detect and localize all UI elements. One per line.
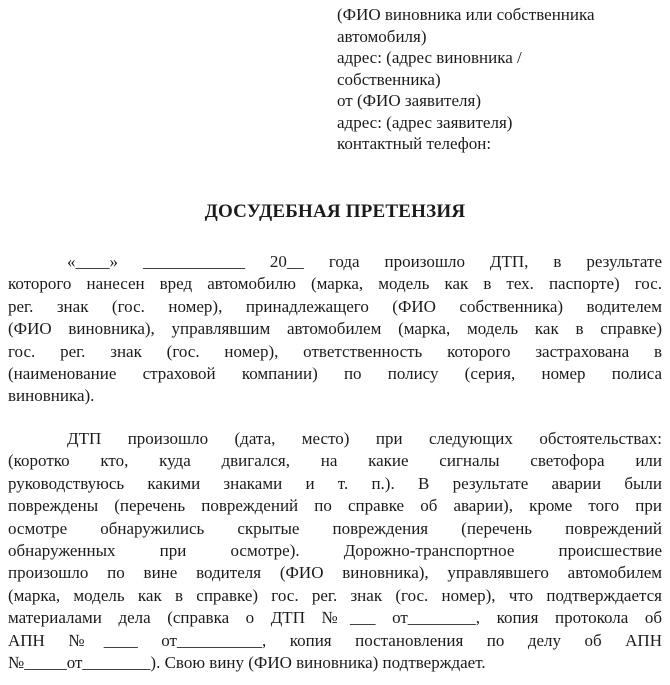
- text-line: «____» ____________ 20__ года произошло ДТП, в результате: [67, 252, 662, 271]
- text-line: (ФИО виновника), управлявшим автомобилем (марка, модель как в справке): [8, 319, 662, 339]
- text-line: (марка, модель как в справке) гос. рег. знак (гос. номер), что подтверждается: [8, 585, 662, 605]
- text-line: автомобиля): [337, 26, 427, 46]
- text-line: (ФИО виновника или собственника: [337, 5, 595, 24]
- text-line: руководствуюсь какими знаками и т. п.). В результате аварии были: [8, 473, 662, 493]
- text-line: осмотре обнаружились скрытые повреждения (перечень повреждений: [8, 518, 662, 538]
- text-line: ДТП произошло (дата, место) при следующих обстоятельствах:: [67, 429, 662, 448]
- document-title: ДОСУДЕБНАЯ ПРЕТЕНЗИЯ: [204, 201, 466, 222]
- text-line: адрес: (адрес виновника /: [337, 48, 522, 67]
- text-line: адрес: (адрес заявителя): [337, 112, 513, 132]
- text-line: произошло по вине водителя (ФИО виновника), управлявшего автомобилем: [8, 563, 662, 583]
- text-line: контактный телефон:: [337, 134, 492, 153]
- text-line: гос. рег. знак (гос. номер), ответственность которого застрахована в: [8, 341, 662, 361]
- text-line: собственника): [337, 69, 441, 89]
- text-line: рег. знак (гос. номер), принадлежащего (ФИО собственника) водителем: [8, 296, 662, 316]
- text-line: виновника).: [8, 386, 95, 406]
- text-line: №_____от________). Свою вину (ФИО виновника) подтверждает.: [8, 653, 486, 673]
- text-line: которого нанесен вред автомобилю (марка, модель как в тех. паспорте) гос.: [8, 274, 662, 294]
- addressee-block: [337, 4, 667, 155]
- text-line: АПН №____ от__________, копия постановления по делу об АПН: [8, 630, 662, 650]
- text-line: обнаруженных при осмотре). Дорожно-транспортное происшествие: [8, 541, 662, 561]
- text-line: материалами дела (справка о ДТП №___ от________, копия протокола об: [8, 608, 662, 628]
- text-line: (наименование страховой компании) по полису (серия, номер полиса: [8, 364, 662, 384]
- paragraph-accident-summary: [8, 251, 662, 408]
- text-line: повреждены (перечень повреждений по справке об аварии), кроме того при: [8, 496, 662, 516]
- text-line: (коротко кто, куда двигался, на какие сигналы светофора или: [8, 451, 662, 471]
- text-line: от (ФИО заявителя): [337, 91, 481, 110]
- paragraph-accident-details: [8, 428, 662, 674]
